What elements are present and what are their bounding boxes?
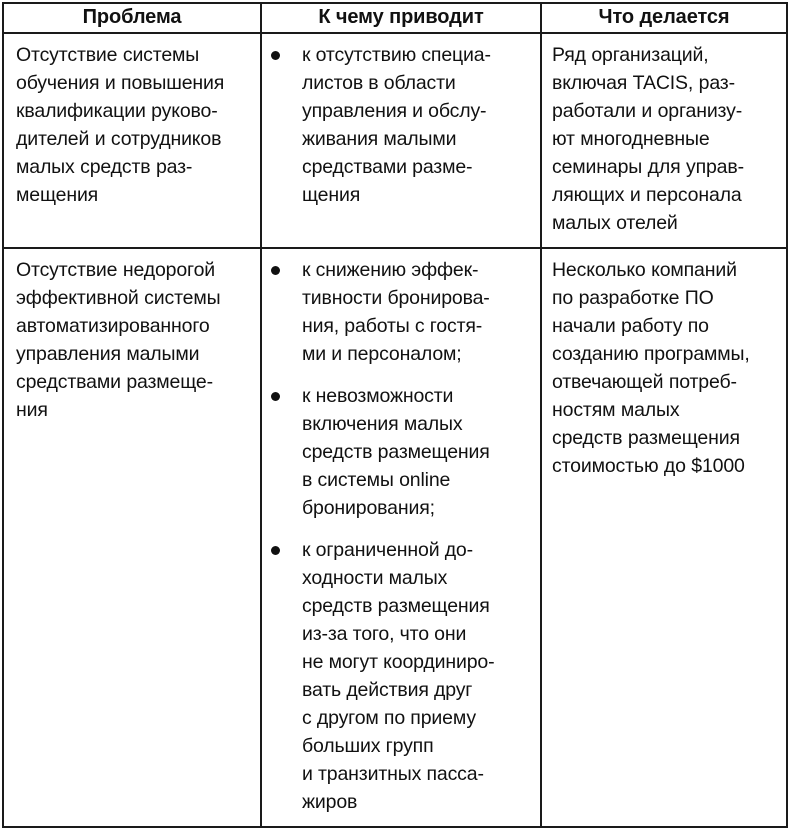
column-header-actions: Что делается <box>541 3 787 33</box>
text-line: из-за того, что они <box>302 623 467 645</box>
text-line: ния, работы с гостя- <box>302 315 483 337</box>
text-line: средствами разме- <box>302 156 473 178</box>
text-line: Ряд организаций, <box>552 44 709 66</box>
text-line: ностям малых <box>552 399 680 421</box>
bullet-icon <box>271 256 283 275</box>
consequences-list <box>262 34 540 219</box>
text-line: с другом по приему <box>302 707 476 729</box>
text-line: отвечающей потреб- <box>552 371 737 393</box>
text-line: дителей и сотрудников <box>16 128 222 150</box>
text-line: мещения <box>16 184 99 206</box>
text-line: управления и обслу- <box>302 100 487 122</box>
text-line: малых отелей <box>552 212 678 234</box>
text-line: средствами размеще- <box>16 371 213 393</box>
text-line: квалификации руково- <box>16 100 218 122</box>
text-line: ляющих и персонала <box>552 184 742 206</box>
table-row <box>3 248 787 827</box>
text-line: живания малыми <box>302 128 457 150</box>
text-line: тивности бронирова- <box>302 287 490 309</box>
text-line: к невозможности <box>302 385 454 407</box>
list-item <box>262 382 536 522</box>
cell-problem <box>3 248 261 827</box>
problem-table <box>2 2 788 828</box>
text-line: не могут координиро- <box>302 651 495 673</box>
consequences-list <box>262 249 540 826</box>
text-line: ходности малых <box>302 567 448 589</box>
text-line: включения малых <box>302 413 463 435</box>
text-line: больших групп <box>302 735 434 757</box>
text-line: жиров <box>302 791 358 813</box>
actions-text <box>542 34 786 247</box>
text-line: в системы online <box>302 469 451 491</box>
text-line: Отсутствие системы <box>16 44 200 66</box>
cell-actions <box>541 248 787 827</box>
text-line: Несколько компаний <box>552 259 737 281</box>
text-line: и транзитных пасса- <box>302 763 484 785</box>
text-line: листов в области <box>302 72 456 94</box>
table-header-row <box>3 3 787 33</box>
text-line: созданию программы, <box>552 343 750 365</box>
cell-problem <box>3 33 261 248</box>
text-line: автоматизированного <box>16 315 210 337</box>
list-item <box>262 536 536 816</box>
list-item-text <box>302 536 536 816</box>
text-line: ния <box>16 399 48 421</box>
text-line: управления малыми <box>16 343 200 365</box>
actions-text <box>542 249 786 490</box>
text-line: ют многодневные <box>552 128 710 150</box>
text-line: средств размещения <box>552 427 740 449</box>
column-header-consequences: К чему приводит <box>261 3 541 33</box>
text-line: средств размещения <box>302 441 490 463</box>
text-line: к снижению эффек- <box>302 259 479 281</box>
cell-consequences <box>261 33 541 248</box>
text-line: по разработке ПО <box>552 287 714 309</box>
list-item-text <box>302 382 536 522</box>
cell-actions <box>541 33 787 248</box>
table-body <box>3 33 787 827</box>
bullet-icon <box>271 41 283 60</box>
text-line: средств размещения <box>302 595 490 617</box>
text-line: эффективной системы <box>16 287 221 309</box>
text-line: начали работу по <box>552 315 709 337</box>
list-item-text <box>302 41 536 209</box>
text-line: к отсутствию специа- <box>302 44 491 66</box>
column-header-problem: Проблема <box>3 3 261 33</box>
list-item <box>262 256 536 368</box>
list-item-text <box>302 256 536 368</box>
text-line: Отсутствие недорогой <box>16 259 216 281</box>
text-line: бронирования; <box>302 497 435 519</box>
text-line: малых средств раз- <box>16 156 193 178</box>
text-line: вать действия друг <box>302 679 473 701</box>
text-line: к ограниченной до- <box>302 539 473 561</box>
list-item <box>262 41 536 209</box>
bullet-icon <box>271 382 283 401</box>
problem-text <box>4 34 260 219</box>
text-line: семинары для управ- <box>552 156 744 178</box>
text-line: стоимостью до $1000 <box>552 455 745 477</box>
table-row <box>3 33 787 248</box>
text-line: обучения и повышения <box>16 72 225 94</box>
text-line: включая TACIS, раз- <box>552 72 735 94</box>
text-line: щения <box>302 184 361 206</box>
text-line: работали и организу- <box>552 100 743 122</box>
bullet-icon <box>271 536 283 555</box>
problem-text <box>4 249 260 434</box>
text-line: ми и персоналом; <box>302 343 462 365</box>
table-header <box>3 3 787 33</box>
cell-consequences <box>261 248 541 827</box>
